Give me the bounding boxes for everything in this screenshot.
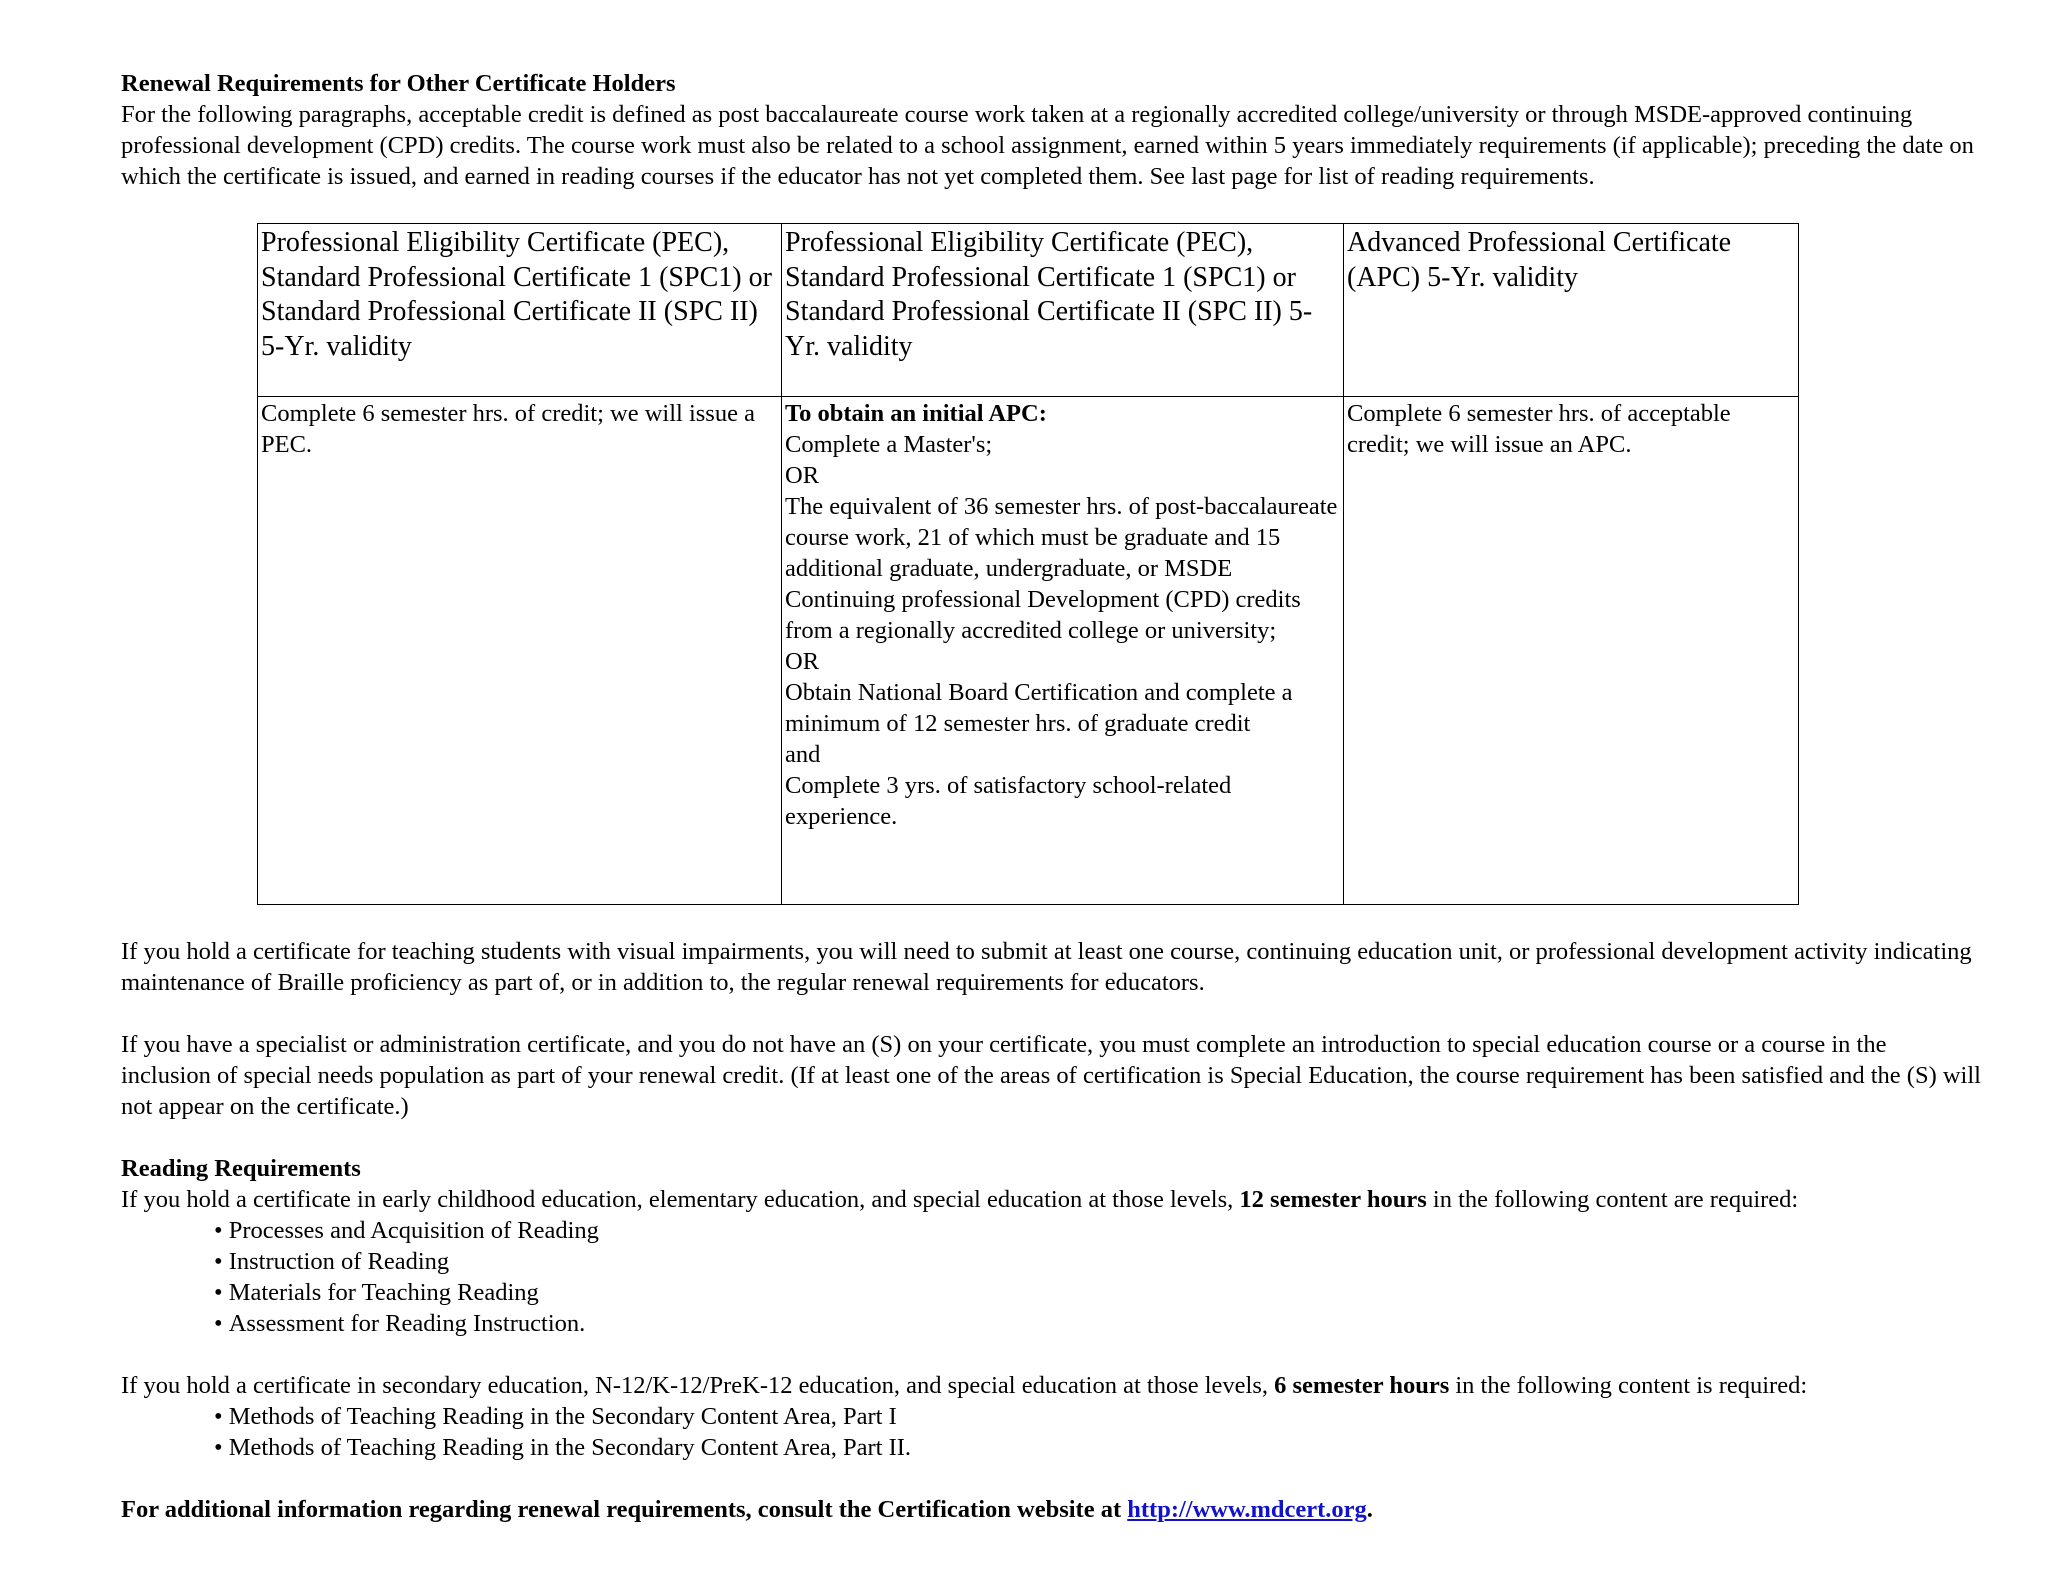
cell-initial-apc-requirement (782, 397, 1344, 905)
renewal-intro: For the following paragraphs, acceptable credit is defined as post baccalaureate course work taken at a regionally accredited college/university or through MSDE-approved continuing professional development (CPD) credits. The course work must also be related to a school assignment, earned within 5 years immediately requirements (if applicable); preceding the date on which the certificate is issued, and earned in reading courses if the educator has not yet completed them. See last page for list of reading requirements. (121, 101, 1974, 190)
renewal-table (257, 223, 1799, 905)
header-pec-spc-col2: Professional Eligibility Certificate (PEC), Standard Professional Certificate 1 (SPC1) or Standard Professional Certificate II (SPC II) 5-Yr. validity (782, 224, 1344, 397)
reading-early-paragraph (121, 1184, 1981, 1215)
footer-end: . (1366, 1496, 1373, 1523)
reading-secondary-hours: 6 semester hours (1274, 1372, 1450, 1399)
reading-early-list (121, 1215, 1981, 1339)
reading-early-text: If you hold a certificate in early childhood education, elementary education, and special education at those levels, (121, 1186, 1240, 1213)
apc-line: and (785, 741, 821, 768)
specialist-paragraph: If you have a specialist or administration certificate, and you do not have an (S) on your certificate, you must complete an introduction to special education course or a course in the inclusion of special needs population as part of your renewal credit. (If at least one of the areas of certification is Special Education, the course requirement has been satisfied and the (S) will not appear on the certificate.) (121, 1031, 1981, 1120)
list-item: • Methods of Teaching Reading in the Secondary Content Area, Part II. (214, 1432, 1981, 1463)
renewal-title: Renewal Requirements for Other Certificate Holders (121, 70, 676, 97)
document-page (121, 68, 1981, 1525)
apc-line: Complete a Master's; (785, 431, 993, 458)
list-item: • Processes and Acquisition of Reading (214, 1215, 1981, 1246)
certification-website-link[interactable]: http://www.mdcert.org (1127, 1496, 1367, 1523)
apc-line: The equivalent of 36 semester hrs. of post-baccalaureate course work, 21 of which must be graduate and 15 additional graduate, undergraduate, or MSDE Continuing professional Development (CPD) credits from a regionally accredited college or university; (785, 493, 1338, 644)
reading-secondary-text: If you hold a certificate in secondary education, N-12/K-12/PreK-12 education, and special education at those levels, (121, 1372, 1275, 1399)
reading-secondary-paragraph (121, 1370, 1981, 1401)
list-item: • Methods of Teaching Reading in the Secondary Content Area, Part I (214, 1401, 1981, 1432)
list-item: • Assessment for Reading Instruction. (214, 1308, 1981, 1339)
header-apc: Advanced Professional Certificate (APC) 5-Yr. validity (1344, 224, 1799, 397)
reading-early-text-end: in the following content are required: (1426, 1186, 1799, 1213)
table-header-row (258, 224, 1799, 397)
reading-secondary-text-end: in the following content is required: (1449, 1372, 1808, 1399)
apc-line: OR (785, 648, 820, 675)
braille-paragraph: If you hold a certificate for teaching students with visual impairments, you will need to submit at least one course, continuing education unit, or professional development activity indicating maintenance of Braille proficiency as part of, or in addition to, the regular renewal requirements for educators. (121, 938, 1972, 996)
initial-apc-heading: To obtain an initial APC: (785, 400, 1047, 427)
reading-secondary-list (121, 1401, 1981, 1463)
list-item: • Instruction of Reading (214, 1246, 1981, 1277)
apc-line: Complete 3 yrs. of satisfactory school-related experience. (785, 772, 1232, 830)
reading-early-hours: 12 semester hours (1239, 1186, 1427, 1213)
reading-title: Reading Requirements (121, 1155, 361, 1182)
apc-line: OR (785, 462, 820, 489)
table-body-row (258, 397, 1799, 905)
list-item: • Materials for Teaching Reading (214, 1277, 1981, 1308)
footer-paragraph (121, 1494, 1981, 1525)
cell-apc-renewal-requirement: Complete 6 semester hrs. of acceptable credit; we will issue an APC. (1344, 397, 1799, 905)
cell-pec-requirement: Complete 6 semester hrs. of credit; we will issue a PEC. (258, 397, 782, 905)
footer-text: For additional information regarding renewal requirements, consult the Certification website at (121, 1496, 1128, 1523)
apc-line: Obtain National Board Certification and complete a minimum of 12 semester hrs. of graduate credit (785, 679, 1293, 737)
header-pec-spc-col1: Professional Eligibility Certificate (PEC), Standard Professional Certificate 1 (SPC1) or Standard Professional Certificate II (SPC II) 5-Yr. validity (258, 224, 782, 397)
